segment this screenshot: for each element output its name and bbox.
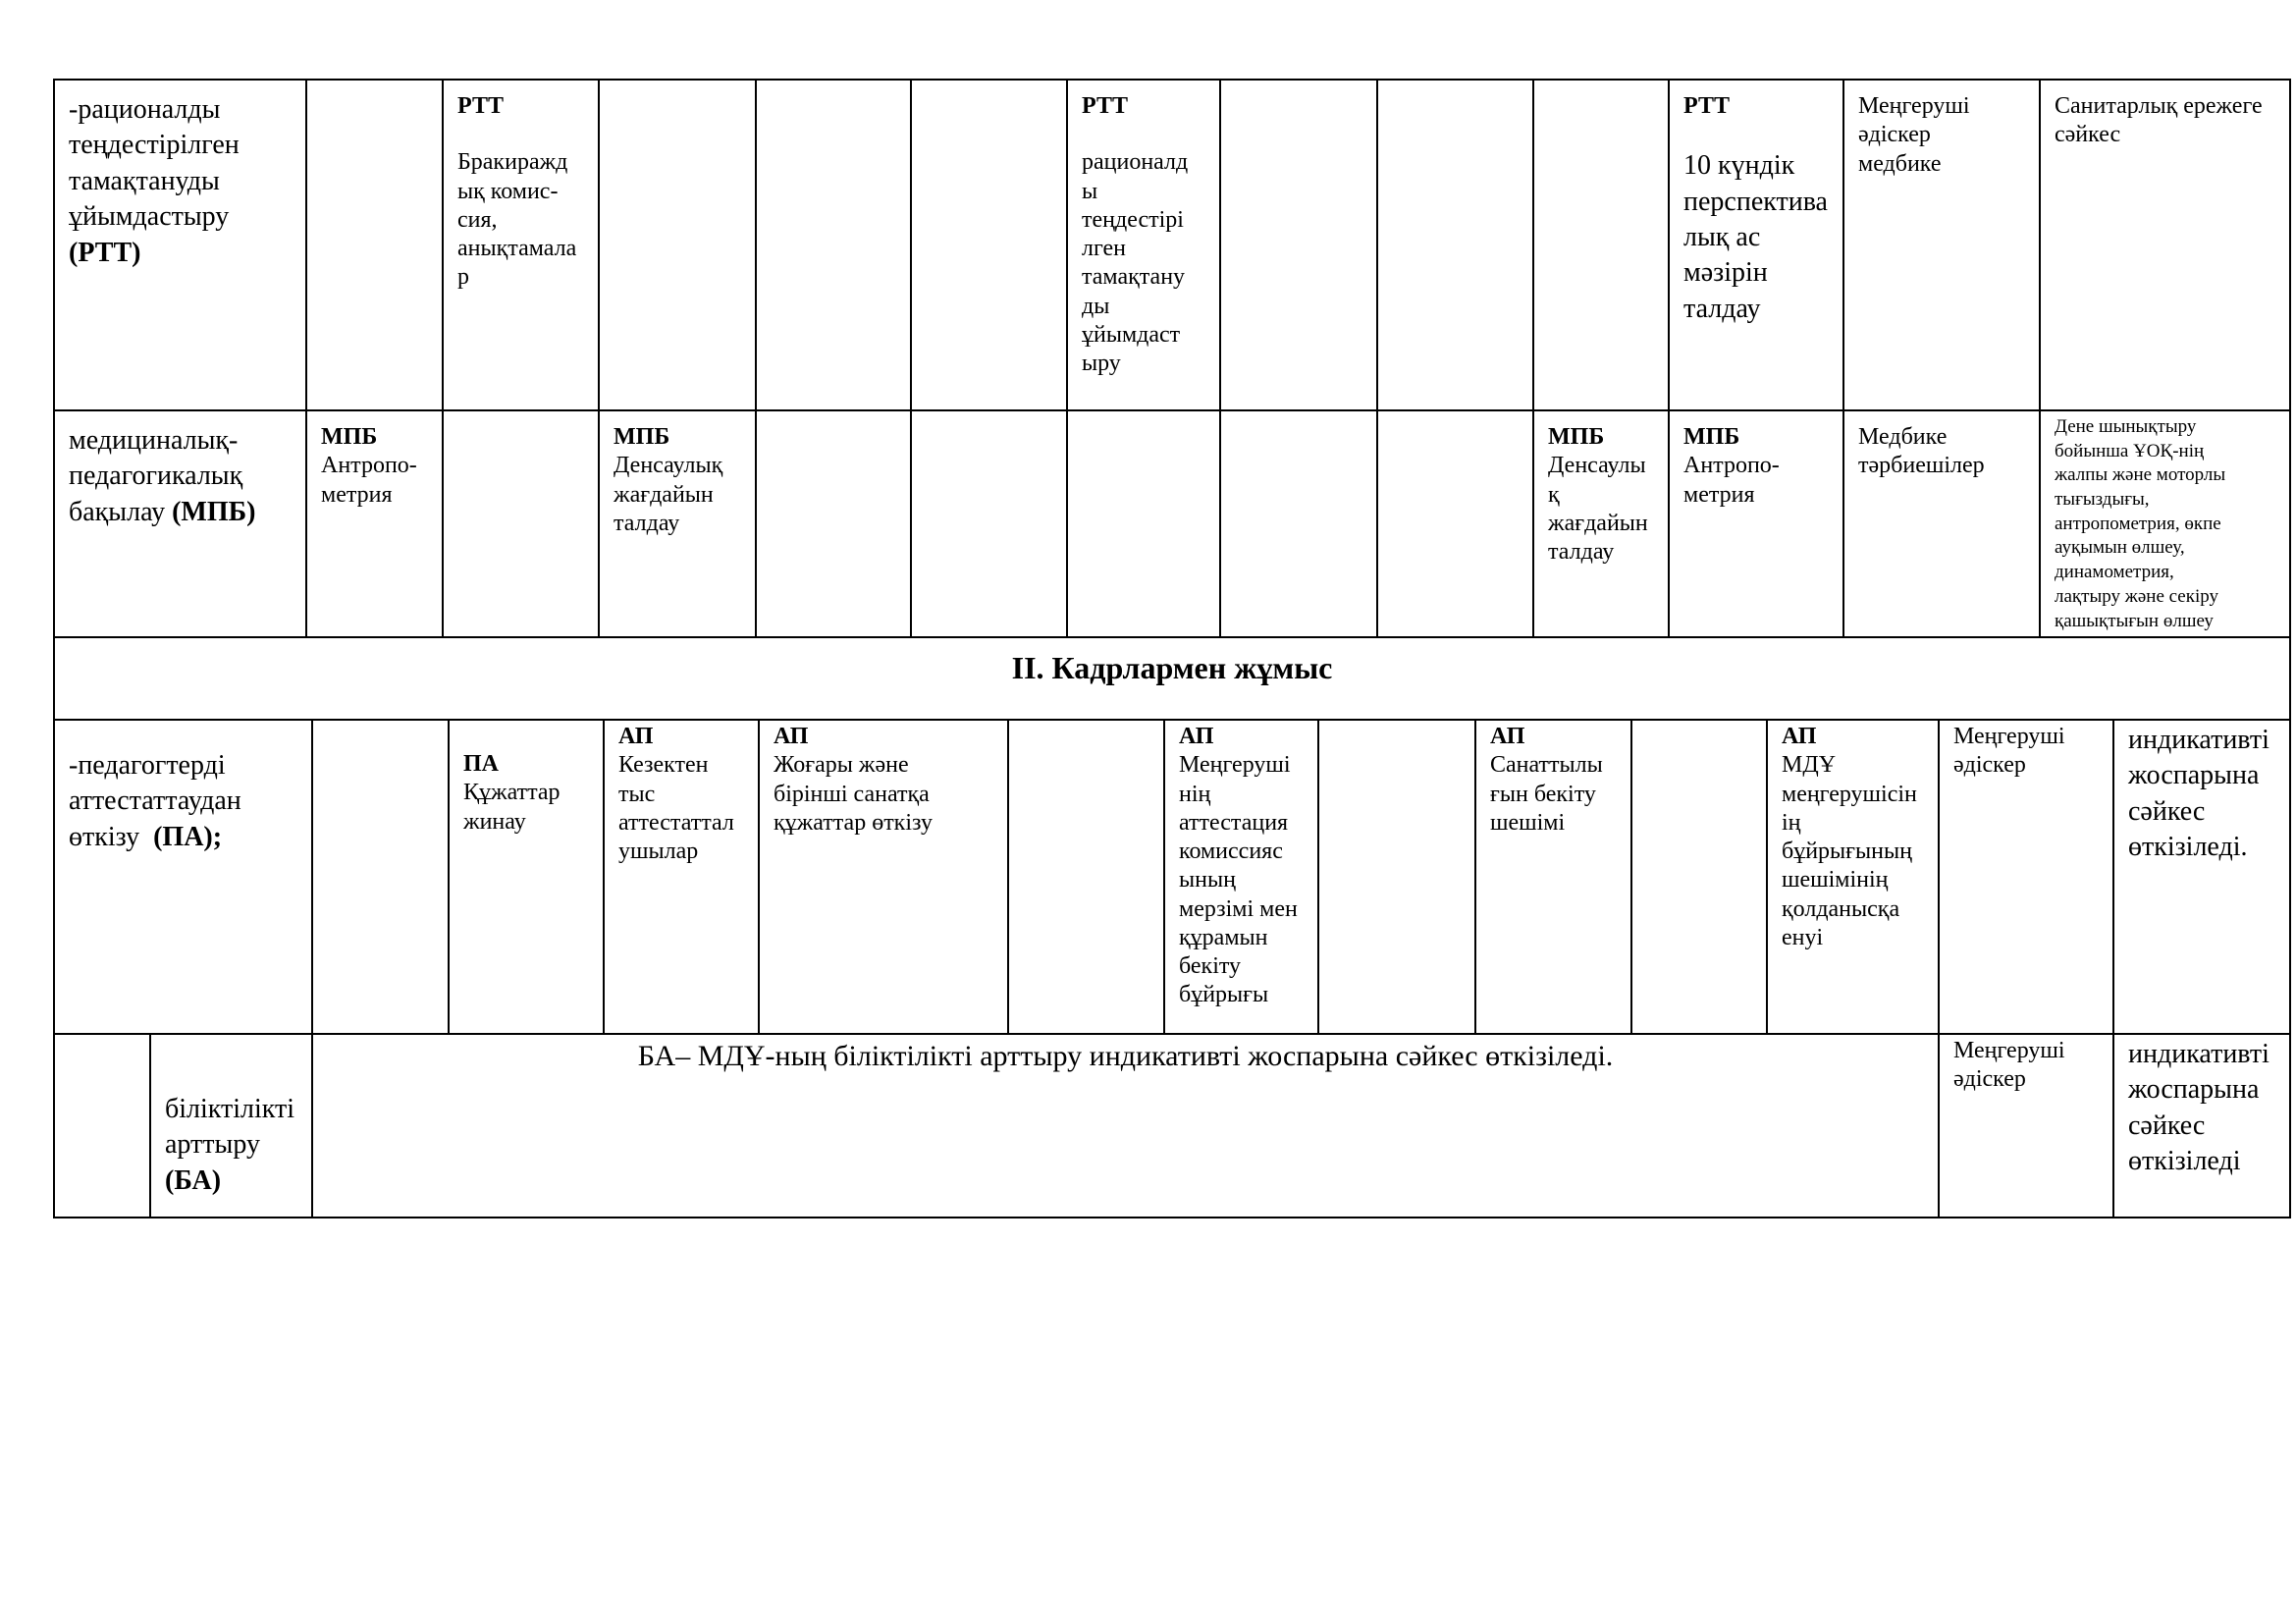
activity-text: талдау (1683, 293, 1761, 324)
note-cell (2041, 81, 2289, 409)
activity-text: тамақтану (1082, 264, 1186, 291)
category-line: ұйымдастыру (69, 201, 230, 233)
note-text: сәйкес (2128, 1110, 2206, 1141)
note-text: сәйкес (2055, 122, 2121, 148)
activity-text: лген (1082, 236, 1126, 262)
activity-text: Антропо- (1683, 453, 1780, 479)
category-line: педагогикалық (69, 460, 243, 492)
activity-text: метрия (1683, 481, 1755, 508)
month-cell (307, 81, 444, 409)
responsible-person: әдіскер (1858, 122, 1931, 148)
activity-text: сия, (457, 206, 498, 233)
month-cell-ap-decision (1476, 721, 1632, 1033)
month-cell (912, 81, 1068, 409)
category-line: біліктілікті (165, 1094, 295, 1124)
activity-text: бұйрығының (1782, 839, 1912, 865)
activity-text: р (457, 264, 469, 291)
category-line: -педагогтерді (69, 750, 226, 781)
activity-text: Санаттылы (1490, 752, 1603, 779)
activity-text: 10 күндік (1683, 150, 1795, 182)
responsible-cell (1940, 1035, 2114, 1217)
category-line: тамақтануды (69, 165, 220, 196)
note-text: бойынша ҰОҚ-нің (2055, 440, 2205, 461)
note-text: индикативті (2128, 725, 2269, 755)
month-cell (1534, 81, 1670, 409)
category-cell-ba (151, 1035, 313, 1217)
activity-text: бұйрығы (1179, 982, 1269, 1008)
month-cell (1068, 411, 1221, 636)
activity-text: теңдестірі (1082, 206, 1184, 233)
activity-text: перспектива (1683, 186, 1828, 217)
activity-code: МПБ (321, 424, 378, 450)
table-row-rtt (55, 81, 2289, 409)
note-text: сәйкес (2128, 795, 2206, 827)
month-cell-mpb-health (600, 411, 757, 636)
activity-text: Жоғары және (774, 752, 909, 779)
activity-text: ының (1179, 867, 1236, 893)
note-text: өткізіледі. (2128, 832, 2248, 863)
merged-months-cell (313, 1035, 1940, 1217)
activity-text: ұйымдаст (1082, 321, 1181, 348)
plan-table-section-1 (53, 79, 2291, 638)
note-text: өткізіледі (2128, 1146, 2241, 1177)
note-text: динамометрия, (2055, 562, 2174, 583)
month-cell (912, 411, 1068, 636)
activity-text: ушылар (618, 839, 699, 865)
activity-text: құжаттар өткізу (774, 809, 933, 836)
month-cell (1319, 721, 1476, 1033)
activity-text: ің (1782, 809, 1801, 836)
category-line: аттестаттаудан (69, 785, 241, 817)
activity-text: рационалд (1082, 149, 1189, 176)
note-text: Дене шынықтыру (2055, 416, 2197, 437)
activity-text: жинау (463, 808, 526, 835)
category-line: теңдестірілген (69, 130, 240, 161)
month-cell-mpb-anthropometry-2 (1670, 411, 1844, 636)
month-cell-ap-extraordinary (605, 721, 760, 1033)
activity-text: ыру (1082, 351, 1121, 377)
month-cell-mpb-health-2 (1534, 411, 1670, 636)
table-row-pa (55, 719, 2289, 1033)
activity-text: Денсаулық (614, 453, 723, 479)
responsible-cell (1940, 721, 2114, 1033)
month-cell (1632, 721, 1768, 1033)
month-cell (1378, 411, 1534, 636)
responsible-person: Меңгеруші (1858, 93, 1970, 119)
activity-text: лық ас (1683, 222, 1761, 253)
month-cell (757, 81, 912, 409)
month-cell (1009, 721, 1165, 1033)
responsible-person: әдіскер (1953, 752, 2026, 779)
activity-code: РТТ (1683, 93, 1730, 119)
responsible-cell (1844, 81, 2041, 409)
category-code: (МПБ) (172, 496, 256, 527)
responsible-person: медбике (1858, 150, 1942, 177)
activity-text: ық комис- (457, 178, 559, 204)
activity-text: МДҰ (1782, 752, 1837, 779)
activity-text: меңгерушісін (1782, 781, 1917, 807)
month-cell-rtt-commission (444, 81, 600, 409)
activity-text: нің (1179, 781, 1211, 807)
activity-code: РТТ (457, 93, 504, 119)
note-text: тығыздығы, (2055, 489, 2150, 511)
merged-plan-text: БА– МДҰ-ның біліктілікті арттыру индикативті жоспарына сәйкес өткізіледі. (637, 1040, 1614, 1072)
activity-text: ғын бекіту (1490, 781, 1596, 807)
table-row-ba (55, 1033, 2289, 1217)
activity-text: мерзімі мен (1179, 895, 1298, 922)
activity-text: ы (1082, 178, 1098, 204)
month-cell (444, 411, 600, 636)
note-text: антропометрия, өкпе (2055, 513, 2221, 534)
month-cell (600, 81, 757, 409)
activity-code: АП (1179, 724, 1214, 749)
activity-text: бірінші санатқа (774, 781, 930, 807)
activity-text: метрия (321, 481, 393, 508)
note-cell (2041, 411, 2289, 636)
month-cell-rtt-organization (1068, 81, 1221, 409)
activity-code: РТТ (1082, 93, 1128, 119)
activity-text: Денсаулы (1548, 453, 1646, 479)
responsible-person: Меңгеруші (1953, 1038, 2065, 1063)
category-code: (БА) (165, 1164, 222, 1196)
category-line: бақылау (69, 496, 166, 527)
activity-text: жағдайын (1548, 510, 1648, 536)
note-text: жоспарына (2128, 1074, 2260, 1106)
activity-code: АП (1490, 724, 1525, 749)
responsible-person: Меңгеруші (1953, 724, 2065, 749)
month-cell (1221, 81, 1378, 409)
activity-text: аттестаттал (618, 809, 734, 836)
note-text: Санитарлық ережеге (2055, 93, 2263, 119)
activity-code: МПБ (614, 424, 670, 450)
note-cell (2114, 721, 2289, 1033)
responsible-person: әдіскер (1953, 1066, 2026, 1093)
activity-text: Кезектен (618, 752, 709, 779)
activity-text: талдау (1548, 539, 1615, 566)
note-text: қашықтығын өлшеу (2055, 610, 2214, 631)
month-cell-ap-commission (1165, 721, 1319, 1033)
activity-text: енуі (1782, 924, 1824, 950)
activity-code: МПБ (1683, 424, 1740, 450)
plan-table-section-2 (53, 636, 2291, 1218)
category-code: (ПА); (153, 821, 223, 852)
activity-text: комиссияс (1179, 839, 1283, 865)
note-text: жоспарына (2128, 760, 2260, 791)
activity-text: анықтамала (457, 236, 577, 262)
month-cell-rtt-menu (1670, 81, 1844, 409)
activity-text: мәзірін (1683, 257, 1768, 289)
category-line: өткізу (69, 821, 140, 852)
category-cell-rtt (55, 81, 307, 409)
activity-text: қ (1548, 481, 1560, 508)
month-cell (1378, 81, 1534, 409)
activity-code: АП (774, 724, 809, 749)
category-cell-pa (55, 721, 313, 1033)
month-cell-mpb-anthropometry (307, 411, 444, 636)
note-text: лақтыру және секіру (2055, 585, 2218, 607)
note-text: ауқымын өлшеу, (2055, 537, 2185, 559)
month-cell-pa-documents (450, 721, 605, 1033)
month-cell (1221, 411, 1378, 636)
month-cell (757, 411, 912, 636)
note-cell (2114, 1035, 2289, 1217)
month-cell-ap-order (1768, 721, 1940, 1033)
activity-text: жағдайын (614, 481, 714, 508)
activity-text: бекіту (1179, 953, 1242, 980)
responsible-person: тәрбиешілер (1858, 453, 1985, 479)
activity-text: Антропо- (321, 453, 417, 479)
activity-text: қолданысқа (1782, 895, 1900, 922)
category-line: медициналық- (69, 425, 239, 456)
activity-text: аттестация (1179, 809, 1289, 836)
note-text: индикативті (2128, 1039, 2269, 1069)
activity-text: ды (1082, 293, 1110, 319)
month-cell-ap-categories (760, 721, 1009, 1033)
month-cell (313, 721, 450, 1033)
activity-code: АП (618, 724, 654, 749)
activity-text: Бракиражд (457, 149, 568, 176)
activity-code: ПА (463, 751, 499, 777)
table-row-mpb (55, 409, 2289, 636)
activity-text: Құжаттар (463, 780, 561, 806)
activity-code: МПБ (1548, 424, 1605, 450)
responsible-person: Медбике (1858, 424, 1948, 450)
activity-code: АП (1782, 724, 1817, 749)
activity-text: Меңгеруші (1179, 752, 1291, 779)
activity-text: шешімі (1490, 809, 1566, 836)
activity-text: тыс (618, 781, 656, 807)
empty-index-cell (55, 1035, 151, 1217)
category-line: -рационалды (69, 94, 221, 125)
section-title: II. Кадрлармен жұмыс (1011, 650, 1333, 685)
responsible-cell (1844, 411, 2041, 636)
activity-text: талдау (614, 510, 680, 536)
category-code: (РТТ) (69, 237, 141, 268)
category-line: арттыру (165, 1129, 260, 1161)
activity-text: шешімінің (1782, 867, 1889, 893)
category-cell-mpb (55, 411, 307, 636)
activity-text: құрамын (1179, 924, 1268, 950)
note-text: жалпы және моторлы (2055, 464, 2226, 486)
